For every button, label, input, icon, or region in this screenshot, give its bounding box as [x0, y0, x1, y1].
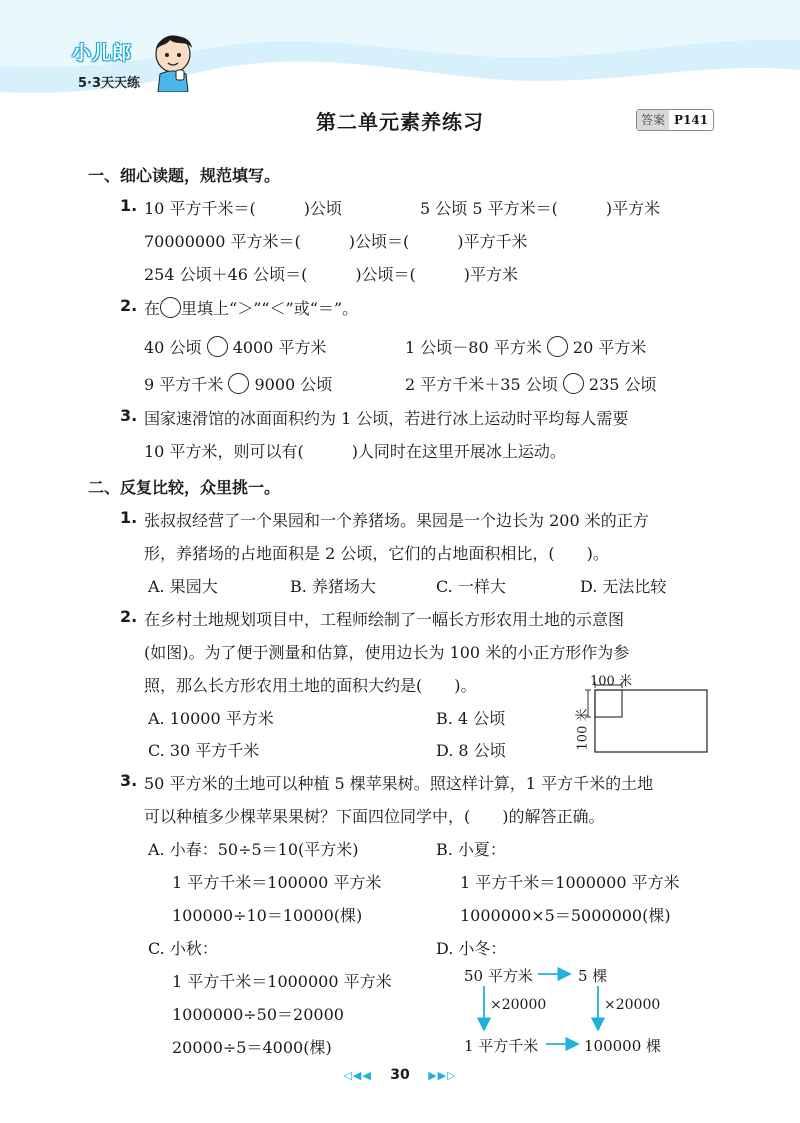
answer-circle-icon[interactable] — [563, 373, 584, 394]
s2-q3-option-b-head[interactable]: B. 小夏： — [436, 840, 506, 859]
page-footer — [0, 1067, 800, 1083]
s2-q3-option-c-line3: 1000000÷50＝20000 — [172, 1005, 344, 1024]
diagram-side-label: 100 米 — [575, 708, 591, 751]
s1-q1-line-c: 70000000 平方米＝( )公顷＝( )平方千米 — [144, 232, 528, 251]
answer-page-badge — [636, 109, 714, 131]
s2-q2-line3: 照，那么长方形农用土地的面积大约是( )。 — [144, 676, 477, 695]
s2-q3-option-c-line2: 1 平方千米＝1000000 平方米 — [172, 972, 392, 991]
page-title: 第二单元素养练习 — [316, 110, 484, 134]
s2-q3-option-a-head[interactable]: A. 小春：50÷5＝10(平方米) — [148, 840, 359, 859]
compare-left: 9 平方千米 — [144, 375, 224, 394]
s1-q3-line2: 10 平方米，则可以有( )人同时在这里开展冰上运动。 — [144, 442, 566, 461]
flow-top-right: 5 棵 — [578, 967, 608, 985]
s1-q2-intro-post: 里填上“＞”“＜”或“＝”。 — [181, 299, 359, 318]
s2-q1-option-a[interactable]: A. 果园大 — [148, 577, 218, 596]
s1-q3-line1: 国家速滑馆的冰面面积约为 1 公顷，若进行冰上运动时平均每人需要 — [144, 409, 629, 428]
s1-q2-number: 2. — [120, 296, 138, 315]
flow-bottom-left: 1 平方千米 — [464, 1037, 539, 1055]
s2-q3-option-b-line3: 1000000×5＝5000000(棵) — [460, 906, 671, 925]
answer-circle-icon[interactable] — [228, 373, 249, 394]
compare-right: 235 公顷 — [588, 375, 657, 394]
s1-q2-row2-right — [405, 372, 657, 395]
s2-q3-option-b-line2: 1 平方千米＝1000000 平方米 — [460, 873, 680, 892]
s2-q1-number: 1. — [120, 508, 138, 527]
s2-q1-line1: 张叔叔经营了一个果园和一个养猪场。果园是一个边长为 200 米的正方 — [144, 511, 649, 530]
s1-q1-line-a: 10 平方千米＝( )公顷 — [144, 199, 342, 218]
s2-q2-option-d[interactable]: D. 8 公顷 — [436, 741, 506, 760]
answer-page-ref: P141 — [674, 113, 709, 127]
s2-q1-option-c[interactable]: C. 一样大 — [436, 577, 506, 596]
s2-q1-line2: 形，养猪场的占地面积是 2 公顷，它们的占地面积相比，( )。 — [144, 544, 609, 563]
answer-label: 答案 — [637, 110, 669, 130]
s2-q3-option-c-head[interactable]: C. 小秋： — [148, 939, 218, 958]
s1-q1-number: 1. — [120, 196, 138, 215]
s1-q1-line-b: 5 公顷 5 平方米＝( )平方米 — [420, 199, 661, 218]
s2-q3-number: 3. — [120, 771, 138, 790]
compare-right: 9000 公顷 — [254, 375, 333, 394]
section1-heading: 一、细心读题，规范填写。 — [88, 166, 281, 185]
page-number: 30 — [390, 1067, 410, 1083]
flow-multiplier-left: ×20000 — [490, 997, 547, 1013]
s1-q3-number: 3. — [120, 406, 138, 425]
s2-q1-option-b[interactable]: B. 养猪场大 — [290, 577, 376, 596]
s2-q2-option-a[interactable]: A. 10000 平方米 — [148, 709, 274, 728]
s2-q3-line2: 可以种植多少棵苹果果树？下面四位同学中，( )的解答正确。 — [144, 807, 605, 826]
flow-multiplier-right: ×20000 — [604, 997, 661, 1013]
s1-q1-line-d: 254 公顷＋46 公顷＝( )公顷＝( )平方米 — [144, 265, 519, 284]
answer-circle-icon[interactable] — [547, 336, 568, 357]
compare-left: 2 平方千米＋35 公顷 — [405, 375, 558, 394]
farmland-rectangle — [595, 690, 707, 752]
s2-q1-option-d[interactable]: D. 无法比较 — [580, 577, 667, 596]
flow-top-left: 50 平方米 — [464, 967, 533, 985]
compare-right: 20 平方米 — [572, 338, 647, 357]
flow-bottom-right: 100000 棵 — [584, 1037, 662, 1055]
s2-q3-option-a-line3: 100000÷10＝10000(棵) — [172, 906, 363, 925]
s2-q2-number: 2. — [120, 607, 138, 626]
answer-circle-icon — [160, 297, 181, 318]
mascot-boy-icon — [148, 30, 198, 92]
s1-q2-row1-right — [405, 335, 646, 358]
brand-logo-subtitle: 5·3天天练 — [78, 76, 141, 91]
compare-left: 1 公顷－80 平方米 — [405, 338, 542, 357]
s1-q2-row1-left — [144, 335, 326, 358]
compare-right: 4000 平方米 — [232, 338, 327, 357]
s1-q2-intro-pre: 在 — [144, 299, 161, 318]
compare-left: 40 公顷 — [144, 338, 202, 357]
s2-q2-line2: (如图)。为了便于测量和估算，使用边长为 100 米的小正方形作为参 — [144, 643, 630, 662]
diagram-top-label: 100 米 — [590, 674, 632, 689]
next-arrows-icon: ▶▶▷ — [428, 1069, 457, 1082]
brand-logo-text: 小儿郎 — [72, 42, 133, 64]
answer-circle-icon[interactable] — [207, 336, 228, 357]
s1-q2-intro — [144, 296, 358, 319]
s2-q3-option-a-line2: 1 平方千米＝100000 平方米 — [172, 873, 382, 892]
section2-heading: 二、反复比较，众里挑一。 — [88, 478, 281, 497]
s1-q2-row2-left — [144, 372, 332, 395]
prev-arrows-icon: ◁◀◀ — [343, 1069, 372, 1082]
s2-q3-option-d-head[interactable]: D. 小冬： — [436, 939, 507, 958]
s2-q2-option-b[interactable]: B. 4 公顷 — [436, 709, 506, 728]
s2-q2-line1: 在乡村土地规划项目中，工程师绘制了一幅长方形农用土地的示意图 — [144, 610, 625, 629]
s2-q2-option-c[interactable]: C. 30 平方千米 — [148, 741, 260, 760]
s2-q3-option-c-line4: 20000÷5＝4000(棵) — [172, 1038, 332, 1057]
reference-square — [595, 690, 622, 717]
s2-q3-line1: 50 平方米的土地可以种植 5 棵苹果树。照这样计算，1 平方千米的土地 — [144, 774, 654, 793]
